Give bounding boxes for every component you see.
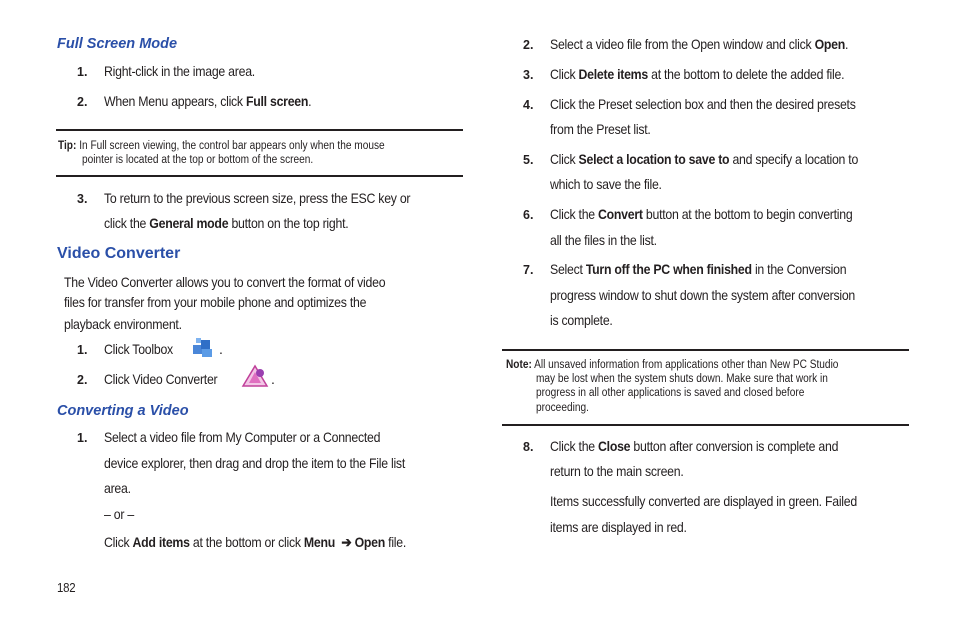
heading-full-screen-mode: Full Screen Mode: [57, 36, 178, 52]
step-text: return to the main screen.: [550, 463, 684, 479]
step-number: 6.: [523, 208, 534, 222]
step-text: click the General mode button on the top right.: [104, 215, 349, 231]
video-converter-icon: [240, 363, 270, 389]
step-number: 1.: [77, 431, 88, 445]
paragraph: playback environment.: [64, 316, 182, 332]
note-top-rule: [502, 349, 909, 351]
note-label: Note:: [506, 359, 532, 371]
note-box: Note: All unsaved information from applications other than New PC Studio: [506, 359, 839, 371]
step-text: To return to the previous screen size, press the ESC key or: [104, 190, 411, 206]
tip-line: pointer is located at the top or bottom of the screen.: [82, 154, 314, 166]
step-text-period: .: [219, 341, 223, 357]
arrow-icon: ➔: [341, 534, 352, 550]
heading-converting-a-video: Converting a Video: [57, 403, 189, 419]
step-text: progress window to shut down the system after conversion: [550, 287, 856, 303]
step-text: device explorer, then drag and drop the item to the File list: [104, 455, 405, 471]
paragraph: Items successfully converted are displayed in green. Failed: [550, 493, 857, 509]
step-text: from the Preset list.: [550, 121, 651, 137]
tip-top-rule: [56, 129, 463, 131]
tip-box: Tip: In Full screen viewing, the control bar appears only when the mouse: [58, 140, 385, 152]
note-line: proceeding.: [536, 402, 589, 414]
note-line: may be lost when the system shuts down. Make sure that work in: [536, 373, 828, 385]
step-number: 8.: [523, 440, 534, 454]
step-text: Click Delete items at the bottom to delete the added file.: [550, 66, 845, 82]
step-number: 4.: [523, 98, 534, 112]
step-text: Right-click in the image area.: [104, 63, 255, 79]
paragraph: items are displayed in red.: [550, 519, 687, 535]
paragraph: The Video Converter allows you to convert the format of video: [64, 274, 386, 290]
step-text: Click Add items at the bottom or click Menu ➔ Open file.: [104, 534, 407, 550]
step-number: 2.: [77, 95, 88, 109]
step-text: which to save the file.: [550, 176, 662, 192]
step-text: Click Select a location to save to and specify a location to: [550, 151, 859, 167]
tip-bottom-rule: [56, 175, 463, 177]
step-number: 3.: [523, 68, 534, 82]
paragraph: files for transfer from your mobile phone and optimizes the: [64, 294, 367, 310]
step-number: 1.: [77, 65, 88, 79]
step-text: Click the Convert button at the bottom to begin converting: [550, 206, 853, 222]
toolbox-icon: [190, 336, 216, 360]
step-number: 5.: [523, 153, 534, 167]
heading-video-converter: Video Converter: [57, 245, 181, 262]
step-text: all the files in the list.: [550, 232, 657, 248]
note-bottom-rule: [502, 424, 909, 426]
step-text: Click Toolbox: [104, 341, 173, 357]
step-text: Select a video file from the Open window and click Open.: [550, 36, 849, 52]
step-text: When Menu appears, click Full screen.: [104, 93, 312, 109]
page-number: 182: [57, 580, 76, 595]
step-number: 2.: [77, 373, 88, 387]
step-number: 2.: [523, 38, 534, 52]
or-separator: – or –: [104, 506, 134, 522]
step-text: is complete.: [550, 312, 613, 328]
step-text: Select Turn off the PC when finished in the Conversion: [550, 261, 847, 277]
step-text: Click the Preset selection box and then the desired presets: [550, 96, 856, 112]
step-text-period: .: [271, 371, 275, 387]
step-text: area.: [104, 480, 131, 496]
step-number: 3.: [77, 192, 88, 206]
tip-label: Tip:: [58, 140, 77, 152]
step-text: Select a video file from My Computer or a Connected: [104, 429, 381, 445]
note-line: progress in all other applications is saved and closed before: [536, 387, 805, 399]
step-number: 7.: [523, 263, 534, 277]
step-number: 1.: [77, 343, 88, 357]
step-text: Click the Close button after conversion is complete and: [550, 438, 839, 454]
step-text: Click Video Converter: [104, 371, 218, 387]
